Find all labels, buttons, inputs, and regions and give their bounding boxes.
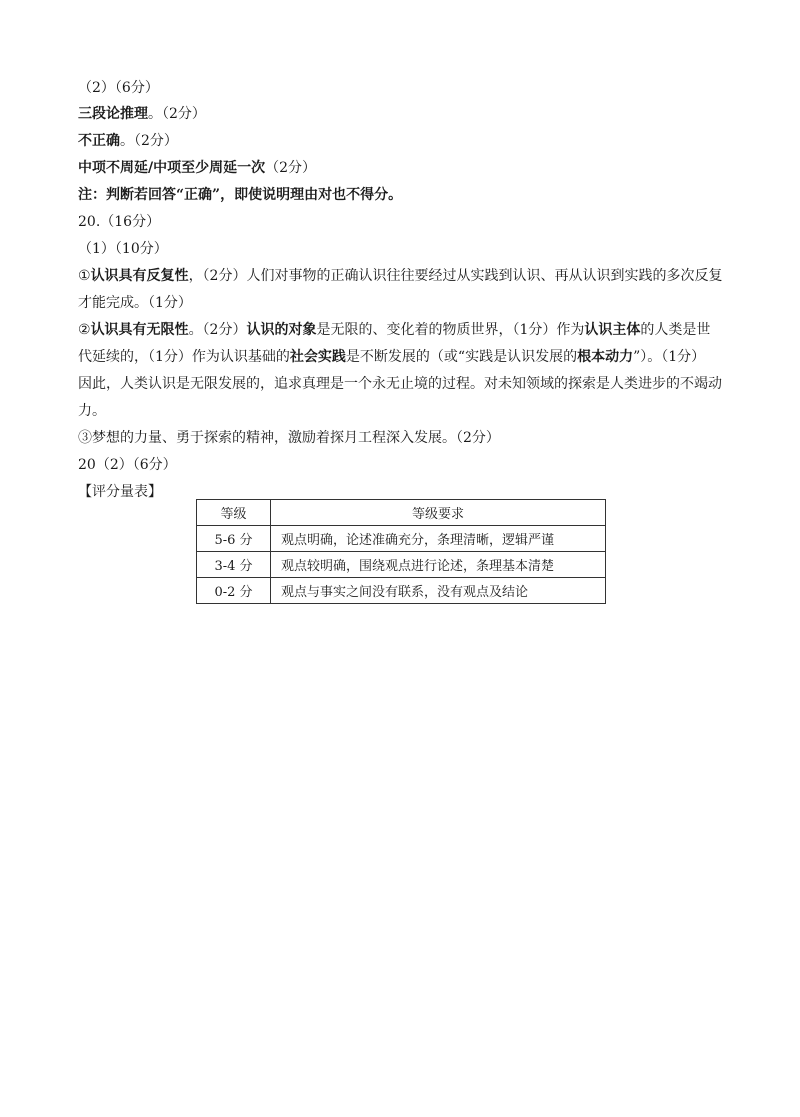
point-keyword: 认识的对象 xyxy=(246,322,317,338)
answer-middle-term xyxy=(78,158,316,178)
answer-syllogism xyxy=(78,104,206,124)
answer-keyword: 不正确 xyxy=(78,133,120,149)
rubric-level: 5-6 分 xyxy=(197,526,271,552)
table-row xyxy=(197,552,606,578)
rubric-requirement: 观点较明确，围绕观点进行论述，条理基本清楚 xyxy=(271,552,606,578)
text: ② xyxy=(78,322,91,338)
table-row xyxy=(197,526,606,552)
text: ”）。（1分） xyxy=(633,349,706,365)
text: ，（2分）人们对事物的正确认识往往要经过从实践到认识、再从认识到实践的多次反复 xyxy=(188,268,723,284)
answer-incorrect xyxy=(78,131,178,151)
header-requirement: 等级要求 xyxy=(271,500,606,526)
rubric-table xyxy=(196,499,606,604)
grading-note: 注：判断若回答“正确”，即使说明理由对也不得分。 xyxy=(78,187,403,203)
text: 是无限的、变化着的物质世界，（1分）作为 xyxy=(316,322,585,338)
rubric-requirement: 观点明确，论述准确充分，条理清晰，逻辑严谨 xyxy=(271,526,606,552)
rubric-title: 【评分量表】 xyxy=(78,484,162,500)
text: 是不断发展的（或“实践是认识发展的 xyxy=(345,349,578,365)
text: 。（2分） xyxy=(188,322,247,338)
text: （2）（6分） xyxy=(78,80,159,96)
text: 代延续的，（1分）作为认识基础的 xyxy=(78,349,290,365)
table-row xyxy=(197,578,606,604)
point-keyword: 认识具有无限性 xyxy=(90,322,189,338)
question-20-heading: 20.（16分） xyxy=(78,214,161,230)
point-keyword: 认识主体 xyxy=(584,322,641,338)
score-note: 。（2分） xyxy=(148,106,206,122)
sub-question-2-heading-q20: 20（2）（6分） xyxy=(78,457,177,473)
point-2-line-1 xyxy=(78,320,710,340)
point-keyword: 认识具有反复性 xyxy=(90,268,189,284)
answer-keyword: 三段论推理 xyxy=(78,106,148,122)
point-1-line-1 xyxy=(78,266,722,286)
point-1-line-2: 才能完成。（1分） xyxy=(78,295,192,311)
rubric-level: 3-4 分 xyxy=(197,552,271,578)
score-note: （2分） xyxy=(265,160,317,176)
point-3: ③梦想的力量、勇于探索的精神，激励着探月工程深入发展。（2分） xyxy=(78,430,500,446)
header-level: 等级 xyxy=(197,500,271,526)
rubric-header-row xyxy=(197,500,606,526)
sub-question-2-heading xyxy=(78,78,159,98)
text: 的人类是世 xyxy=(640,322,711,338)
point-2-line-2 xyxy=(78,347,705,367)
text: ① xyxy=(78,268,91,284)
score-note: 。（2分） xyxy=(120,133,178,149)
rubric-requirement: 观点与事实之间没有联系，没有观点及结论 xyxy=(271,578,606,604)
sub-question-1-heading: （1）（10分） xyxy=(78,241,168,257)
rubric-level: 0-2 分 xyxy=(197,578,271,604)
point-keyword: 社会实践 xyxy=(289,349,346,365)
answer-keyword: 中项不周延/中项至少周延一次 xyxy=(78,160,266,176)
point-keyword: 根本动力 xyxy=(577,349,634,365)
point-2-line-4: 力。 xyxy=(78,403,106,419)
point-2-line-3: 因此，人类认识是无限发展的，追求真理是一个永无止境的过程。对未知领域的探索是人类进步的不竭动 xyxy=(78,376,722,392)
